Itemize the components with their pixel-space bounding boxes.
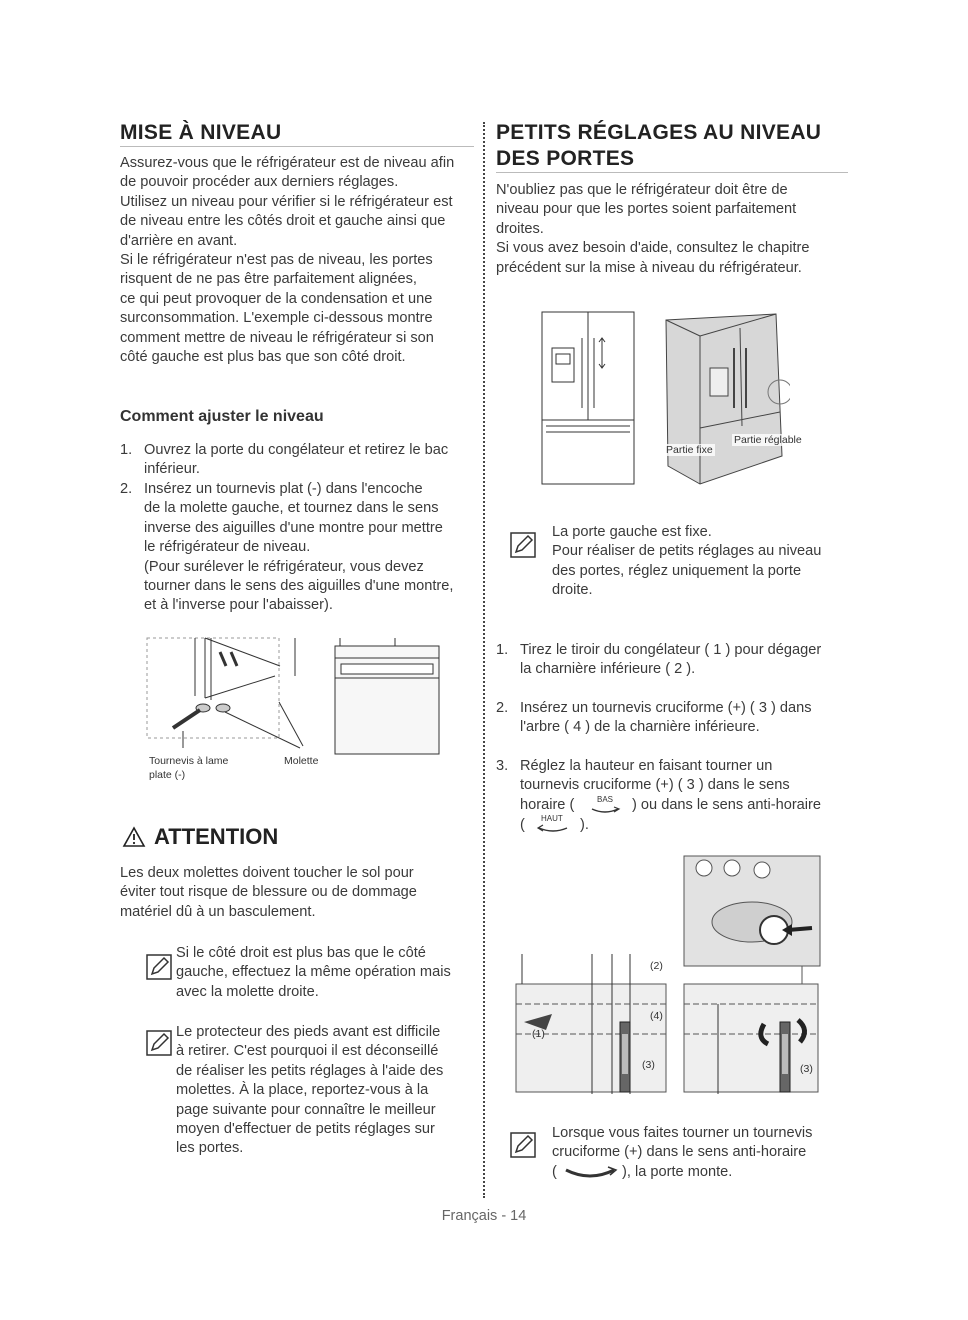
- right-note-2: Lorsque vous faites tourner un tournevis cruciforme (+) dans le sens anti-horaire: [552, 1125, 813, 1161]
- arrow-up-icon: [533, 814, 573, 834]
- step-number: 3.: [496, 758, 509, 774]
- step-number: 2.: [496, 700, 509, 716]
- column-divider: [483, 122, 485, 1198]
- left-title-rule: [120, 146, 474, 147]
- fridge-illustration: [540, 308, 640, 488]
- note-icon: [146, 954, 172, 980]
- step-text: Insérez un tournevis plat (-) dans l'encoche de la molette gauche, et tournez dans le sens inverse des aiguilles d'une montre pour mettre le réfrigérateur de niveau. (Pour surélever le réfrigérateur, vous devez tourner dans le sens des aiguilles d'une montre, et à l'inverse pour l'abaisser).: [144, 481, 454, 614]
- page-footer: Français - 14: [441, 1208, 527, 1224]
- left-step-1: [120, 441, 476, 481]
- right-note-1: La porte gauche est fixe. Pour réaliser de petits réglages au niveau des portes, réglez uniquement la porte droite.: [552, 524, 822, 599]
- step-number: 2.: [120, 481, 133, 497]
- attention-heading: [122, 824, 278, 850]
- callout-4: (4): [650, 1010, 663, 1022]
- note-icon: [146, 1030, 172, 1056]
- step-number: 1.: [496, 642, 509, 658]
- right-title-line-1: PETITS RÉGLAGES AU NIVEAU: [496, 121, 822, 144]
- arrow-down-icon: [588, 796, 622, 814]
- label-adjustable-part: Partie réglable: [734, 434, 802, 446]
- step-text: Ouvrez la porte du congélateur et retirez le bac inférieur.: [144, 442, 449, 478]
- step-text: Tirez le tiroir du congélateur ( 1 ) pour dégager la charnière inférieure ( 2 ).: [520, 642, 822, 678]
- step-number: 1.: [120, 442, 133, 458]
- left-intro: Assurez-vous que le réfrigérateur est de niveau afin de pouvoir procéder aux derniers réglages. Utilisez un niveau pour vérifier si le réfrigérateur est de niveau entre les côtés droit et gauche ainsi que d'arrière en avant. Si le réfrigérateur n'est pas de niveau, les portes risquent de ne pas être parfaitement alignées, ce qui peut provoquer de la condensation et une surconsommation. L'exemple ci-dessous montre comment mettre de niveau le réfrigérateur si son côté gauche est plus bas que son côté droit.: [120, 155, 455, 366]
- label-fixed-part: Partie fixe: [666, 444, 713, 456]
- callout-1: (1): [532, 1028, 545, 1040]
- step-3-open-paren: (: [520, 817, 525, 833]
- step-3-clockwise-prefix: horaire (: [520, 797, 575, 813]
- right-title-line-2: DES PORTES: [496, 147, 635, 170]
- arrow-up-label: HAUT: [541, 814, 563, 823]
- callout-3-right: (3): [800, 1063, 813, 1075]
- step-text: Insérez un tournevis cruciforme (+) ( 3 ) dans l'arbre ( 4 ) de la charnière inférieure.: [520, 700, 812, 736]
- caption-wheel: Molette: [284, 755, 319, 767]
- note-icon: [510, 1132, 536, 1158]
- fridge-photo: [660, 308, 790, 488]
- warning-icon: [122, 826, 146, 848]
- arrow-down-label: BAS: [597, 795, 614, 804]
- right-step-2: [496, 699, 848, 739]
- right-title-rule: [496, 172, 848, 173]
- caption-screwdriver: Tournevis à lame plate (-): [149, 755, 229, 781]
- right-note-2-end: ), la porte monte.: [622, 1164, 733, 1180]
- leveling-figure: [145, 636, 445, 756]
- attention-title: ATTENTION: [154, 824, 279, 849]
- right-step-1: [496, 641, 848, 681]
- attention-text: Les deux molettes doivent toucher le sol pour éviter tout risque de blessure ou de dommage matériel dû à un basculement.: [120, 865, 417, 920]
- rotate-counterclockwise-icon: [560, 1164, 620, 1180]
- left-title: MISE À NIVEAU: [120, 121, 282, 144]
- callout-3-left: (3): [642, 1059, 655, 1071]
- left-note-2: Le protecteur des pieds avant est difficile à retirer. C'est pourquoi il est déconseillé de réaliser les petits réglages à l'aide des molettes. À la place, reportez-vous à la page suivante pour connaître le meilleur moyen d'effectuer de petits réglages sur les portes.: [176, 1024, 444, 1157]
- step-3-close-paren: ).: [580, 817, 589, 833]
- left-subtitle: Comment ajuster le niveau: [120, 408, 324, 425]
- right-intro: N'oubliez pas que le réfrigérateur doit être de niveau pour que les portes soient parfaitement droites. Si vous avez besoin d'aide, consultez le chapitre précédent sur la mise à niveau du réfrigérateur.: [496, 182, 810, 276]
- callout-2: (2): [650, 960, 663, 972]
- hinge-illustration: [512, 854, 822, 1094]
- right-note-2-open-paren: (: [552, 1164, 557, 1180]
- left-step-2: [120, 480, 476, 620]
- note-icon: [510, 532, 536, 558]
- left-note-1: Si le côté droit est plus bas que le côté gauche, effectuez la même opération mais avec la molette droite.: [176, 945, 451, 1000]
- step-text: Réglez la hauteur en faisant tourner un tournevis cruciforme (+) ( 3 ) dans le sens: [520, 758, 790, 794]
- step-3-counterclockwise-text: ) ou dans le sens anti-horaire: [632, 797, 822, 813]
